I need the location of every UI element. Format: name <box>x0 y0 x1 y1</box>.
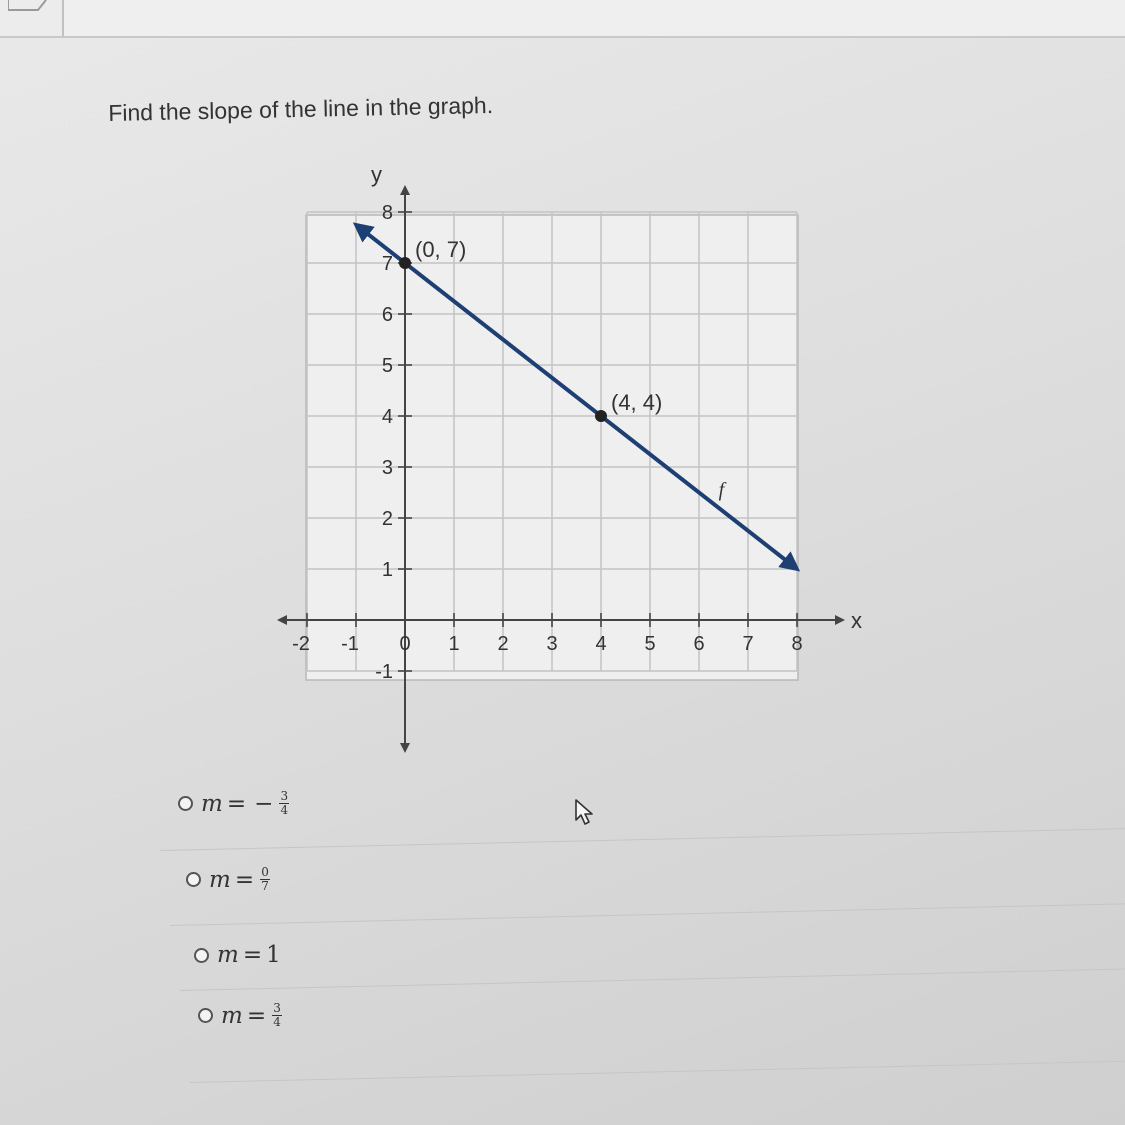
option-variable: m <box>209 866 231 893</box>
fraction-numerator: 3 <box>273 1001 281 1015</box>
radio-button-icon[interactable] <box>178 796 193 811</box>
y-tick-label: 1 <box>381 559 393 581</box>
x-tick-label: 3 <box>546 633 558 655</box>
point-label: (0, 7) <box>415 237 467 262</box>
option-equals: = <box>242 942 263 968</box>
data-point <box>595 410 607 422</box>
series-label: f <box>718 478 725 501</box>
option-fraction <box>260 866 270 893</box>
radio-button-icon[interactable] <box>198 1008 213 1023</box>
y-tick-label: 6 <box>381 304 393 326</box>
y-tick-label: 2 <box>381 508 393 530</box>
answer-option-1[interactable] <box>178 790 289 817</box>
mouse-pointer-icon <box>574 798 600 828</box>
option-variable: m <box>201 790 223 817</box>
x-tick-label: 8 <box>791 633 803 655</box>
y-tick-label: 7 <box>381 253 393 275</box>
question-prompt: Find the slope of the line in the graph. <box>108 91 494 126</box>
x-axis-label: x <box>851 608 862 633</box>
x-tick-label: 1 <box>448 633 460 655</box>
option-divider <box>170 903 1125 926</box>
fraction-numerator: 3 <box>280 789 289 803</box>
x-tick-label: 5 <box>644 633 656 655</box>
x-tick-label: -2 <box>292 633 310 655</box>
data-point <box>399 257 411 269</box>
y-axis-label: y <box>371 162 382 187</box>
fraction-denominator: 4 <box>280 803 289 817</box>
option-value: 1 <box>266 942 281 968</box>
x-tick-label: 6 <box>693 633 705 655</box>
answer-option-2[interactable] <box>186 866 270 893</box>
y-tick-label: -1 <box>375 661 393 683</box>
x-tick-label: 4 <box>595 633 607 655</box>
answer-option-4[interactable] <box>198 1002 282 1029</box>
y-tick-label: 3 <box>381 457 393 479</box>
option-equals: = <box>246 1002 267 1029</box>
option-divider <box>190 1061 1125 1083</box>
option-divider <box>160 828 1125 851</box>
x-tick-label: 0 <box>399 633 411 655</box>
fraction-denominator: 7 <box>261 879 269 893</box>
fraction-denominator: 4 <box>273 1015 281 1029</box>
y-tick-label: 8 <box>381 202 393 224</box>
radio-button-icon[interactable] <box>194 948 209 963</box>
option-fraction <box>279 790 289 817</box>
option-sign: − <box>254 790 274 817</box>
option-fraction <box>272 1002 282 1029</box>
point-label: (4, 4) <box>611 390 663 415</box>
x-tick-label: -1 <box>341 633 359 655</box>
fraction-numerator: 0 <box>261 865 269 879</box>
x-tick-label: 2 <box>497 633 509 655</box>
answer-option-3[interactable] <box>194 942 281 968</box>
y-tick-label: 4 <box>381 406 393 428</box>
option-equals: = <box>234 866 255 893</box>
y-tick-label: 5 <box>381 355 393 377</box>
radio-button-icon[interactable] <box>186 872 201 887</box>
option-variable: m <box>221 1002 243 1029</box>
option-divider <box>180 969 1125 991</box>
x-tick-label: 7 <box>742 633 754 655</box>
option-variable: m <box>217 942 239 968</box>
option-equals: = <box>226 790 247 817</box>
